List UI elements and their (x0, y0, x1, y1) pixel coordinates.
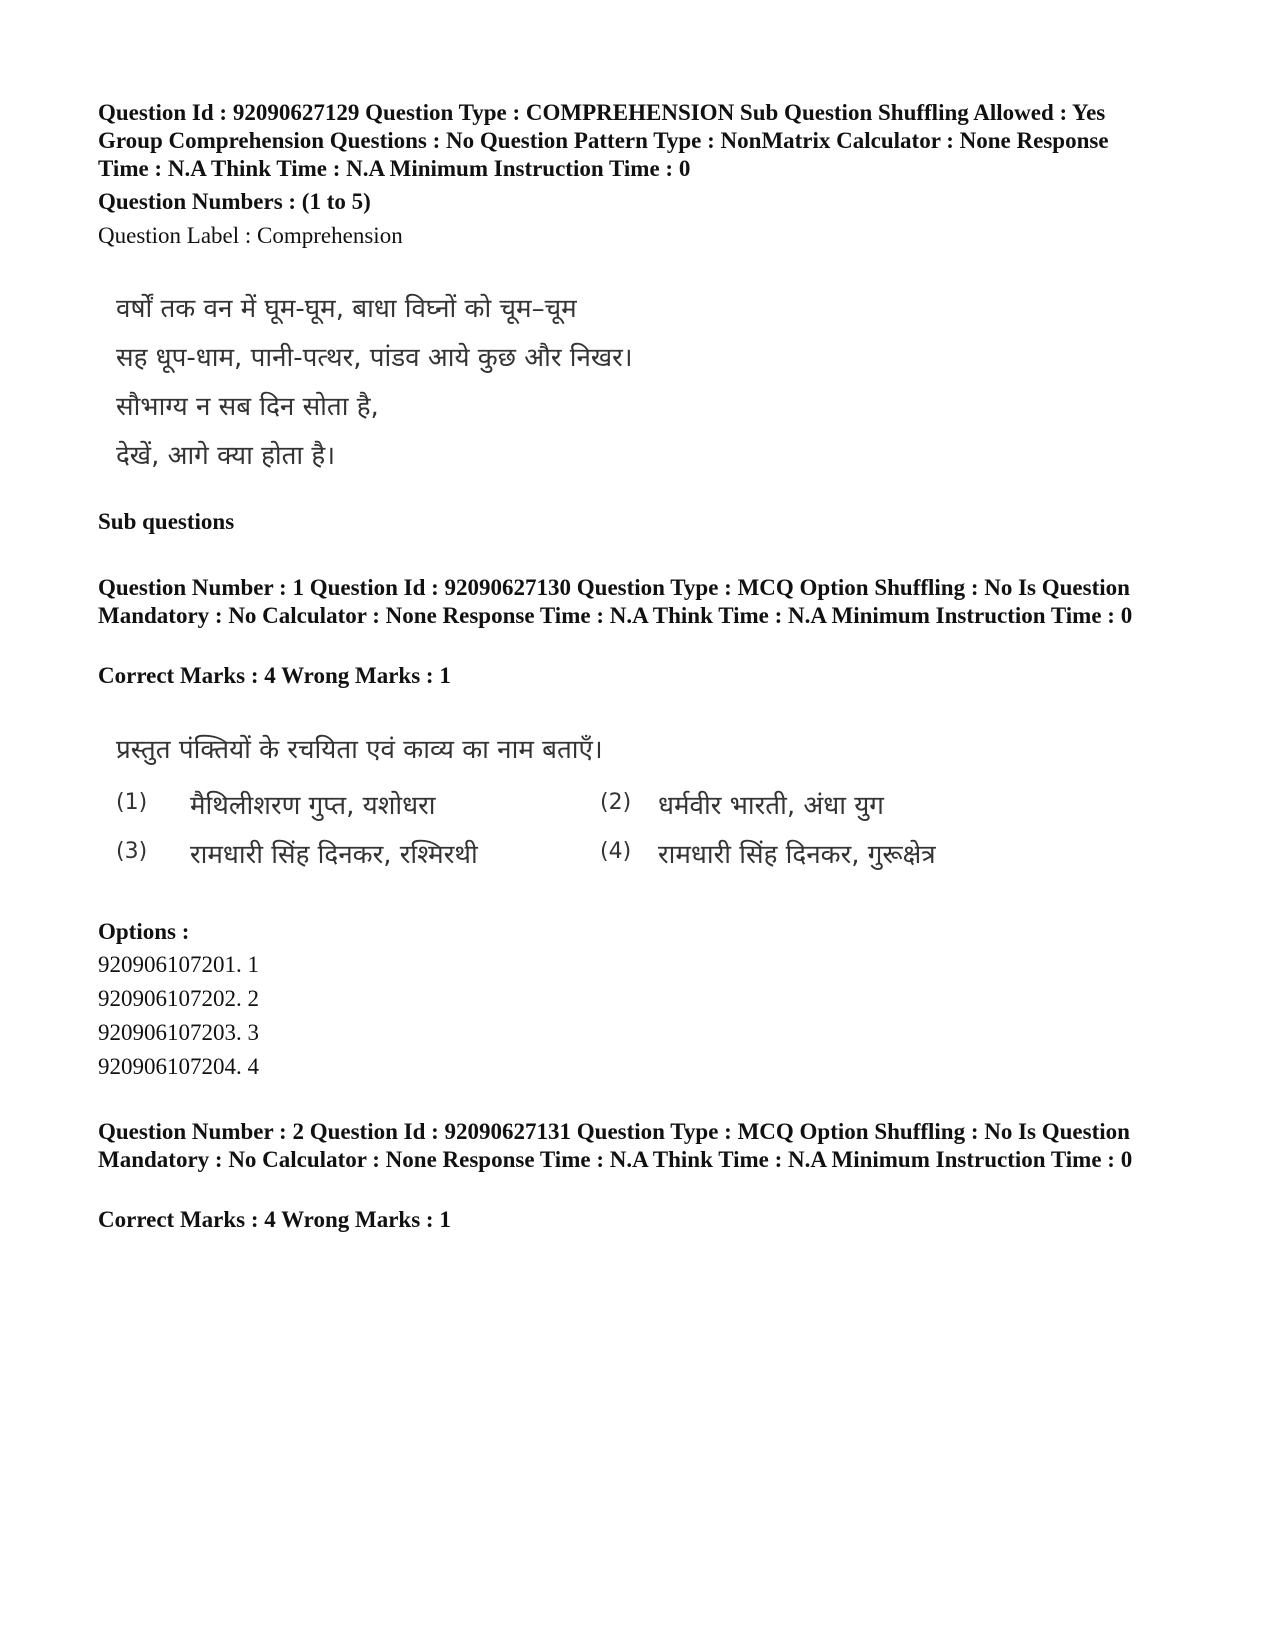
question-numbers: Question Numbers : (1 to 5) (98, 189, 371, 214)
q1-options-list (98, 948, 1158, 1084)
q1-options-label: Options : (98, 919, 190, 944)
q1-question-text: प्रस्तुत पंक्तियों के रचयिता एवं काव्य का नाम बताएँ। (116, 735, 603, 765)
q1-choice-2-number: (2) (600, 790, 632, 815)
q1-option-3: 920906107203. 3 (98, 1020, 259, 1045)
question-label: Question Label : Comprehension (98, 223, 403, 248)
q2-header: Question Number : 2 Question Id : 92090627131 Question Type : MCQ Option Shuffling : No Is Question Mandatory : No Calculator : None Response Time : N.A Think Time : N.A Minimum Instruction Time : 0 (98, 1119, 1133, 1172)
poem-line-1: वर्षों तक वन में घूम-घूम, बाधा विघ्नों को चूम–चूम (116, 294, 577, 324)
q1-header: Question Number : 1 Question Id : 92090627130 Question Type : MCQ Option Shuffling : No Is Question Mandatory : No Calculator : None Response Time : N.A Think Time : N.A Minimum Instruction Time : 0 (98, 575, 1133, 628)
q1-option-2: 920906107202. 2 (98, 986, 259, 1011)
q1-choice-1-number: (1) (116, 790, 148, 815)
poem-line-2: सह धूप-धाम, पानी-पत्थर, पांडव आये कुछ और निखर। (116, 343, 633, 373)
q1-choice-4-number: (4) (600, 839, 632, 864)
q2-marks: Correct Marks : 4 Wrong Marks : 1 (98, 1207, 451, 1232)
q1-option-4: 920906107204. 4 (98, 1054, 259, 1079)
q1-option-1: 920906107201. 1 (98, 952, 259, 977)
poem-line-3: सौभाग्य न सब दिन सोता है, (116, 392, 379, 422)
q1-choice-1-text: मैथिलीशरण गुप्त, यशोधरा (190, 791, 436, 821)
sub-questions-heading: Sub questions (98, 509, 235, 534)
q1-choice-3-number: (3) (116, 839, 148, 864)
q1-marks: Correct Marks : 4 Wrong Marks : 1 (98, 663, 451, 688)
q1-choice-2-text: धर्मवीर भारती, अंधा युग (658, 791, 884, 821)
poem-line-4: देखें, आगे क्या होता है। (116, 441, 336, 471)
q1-choice-4-text: रामधारी सिंह दिनकर, गुरूक्षेत्र (658, 840, 936, 870)
q1-choice-3-text: रामधारी सिंह दिनकर, रश्मिरथी (190, 840, 478, 870)
comprehension-header: Question Id : 92090627129 Question Type : COMPREHENSION Sub Question Shuffling Allowed : Yes Group Comprehension Questions : No Question Pattern Type : NonMatrix Calculator : None Response Time : N.A Think Time : N.A Minimum Instruction Time : 0 (98, 100, 1109, 181)
